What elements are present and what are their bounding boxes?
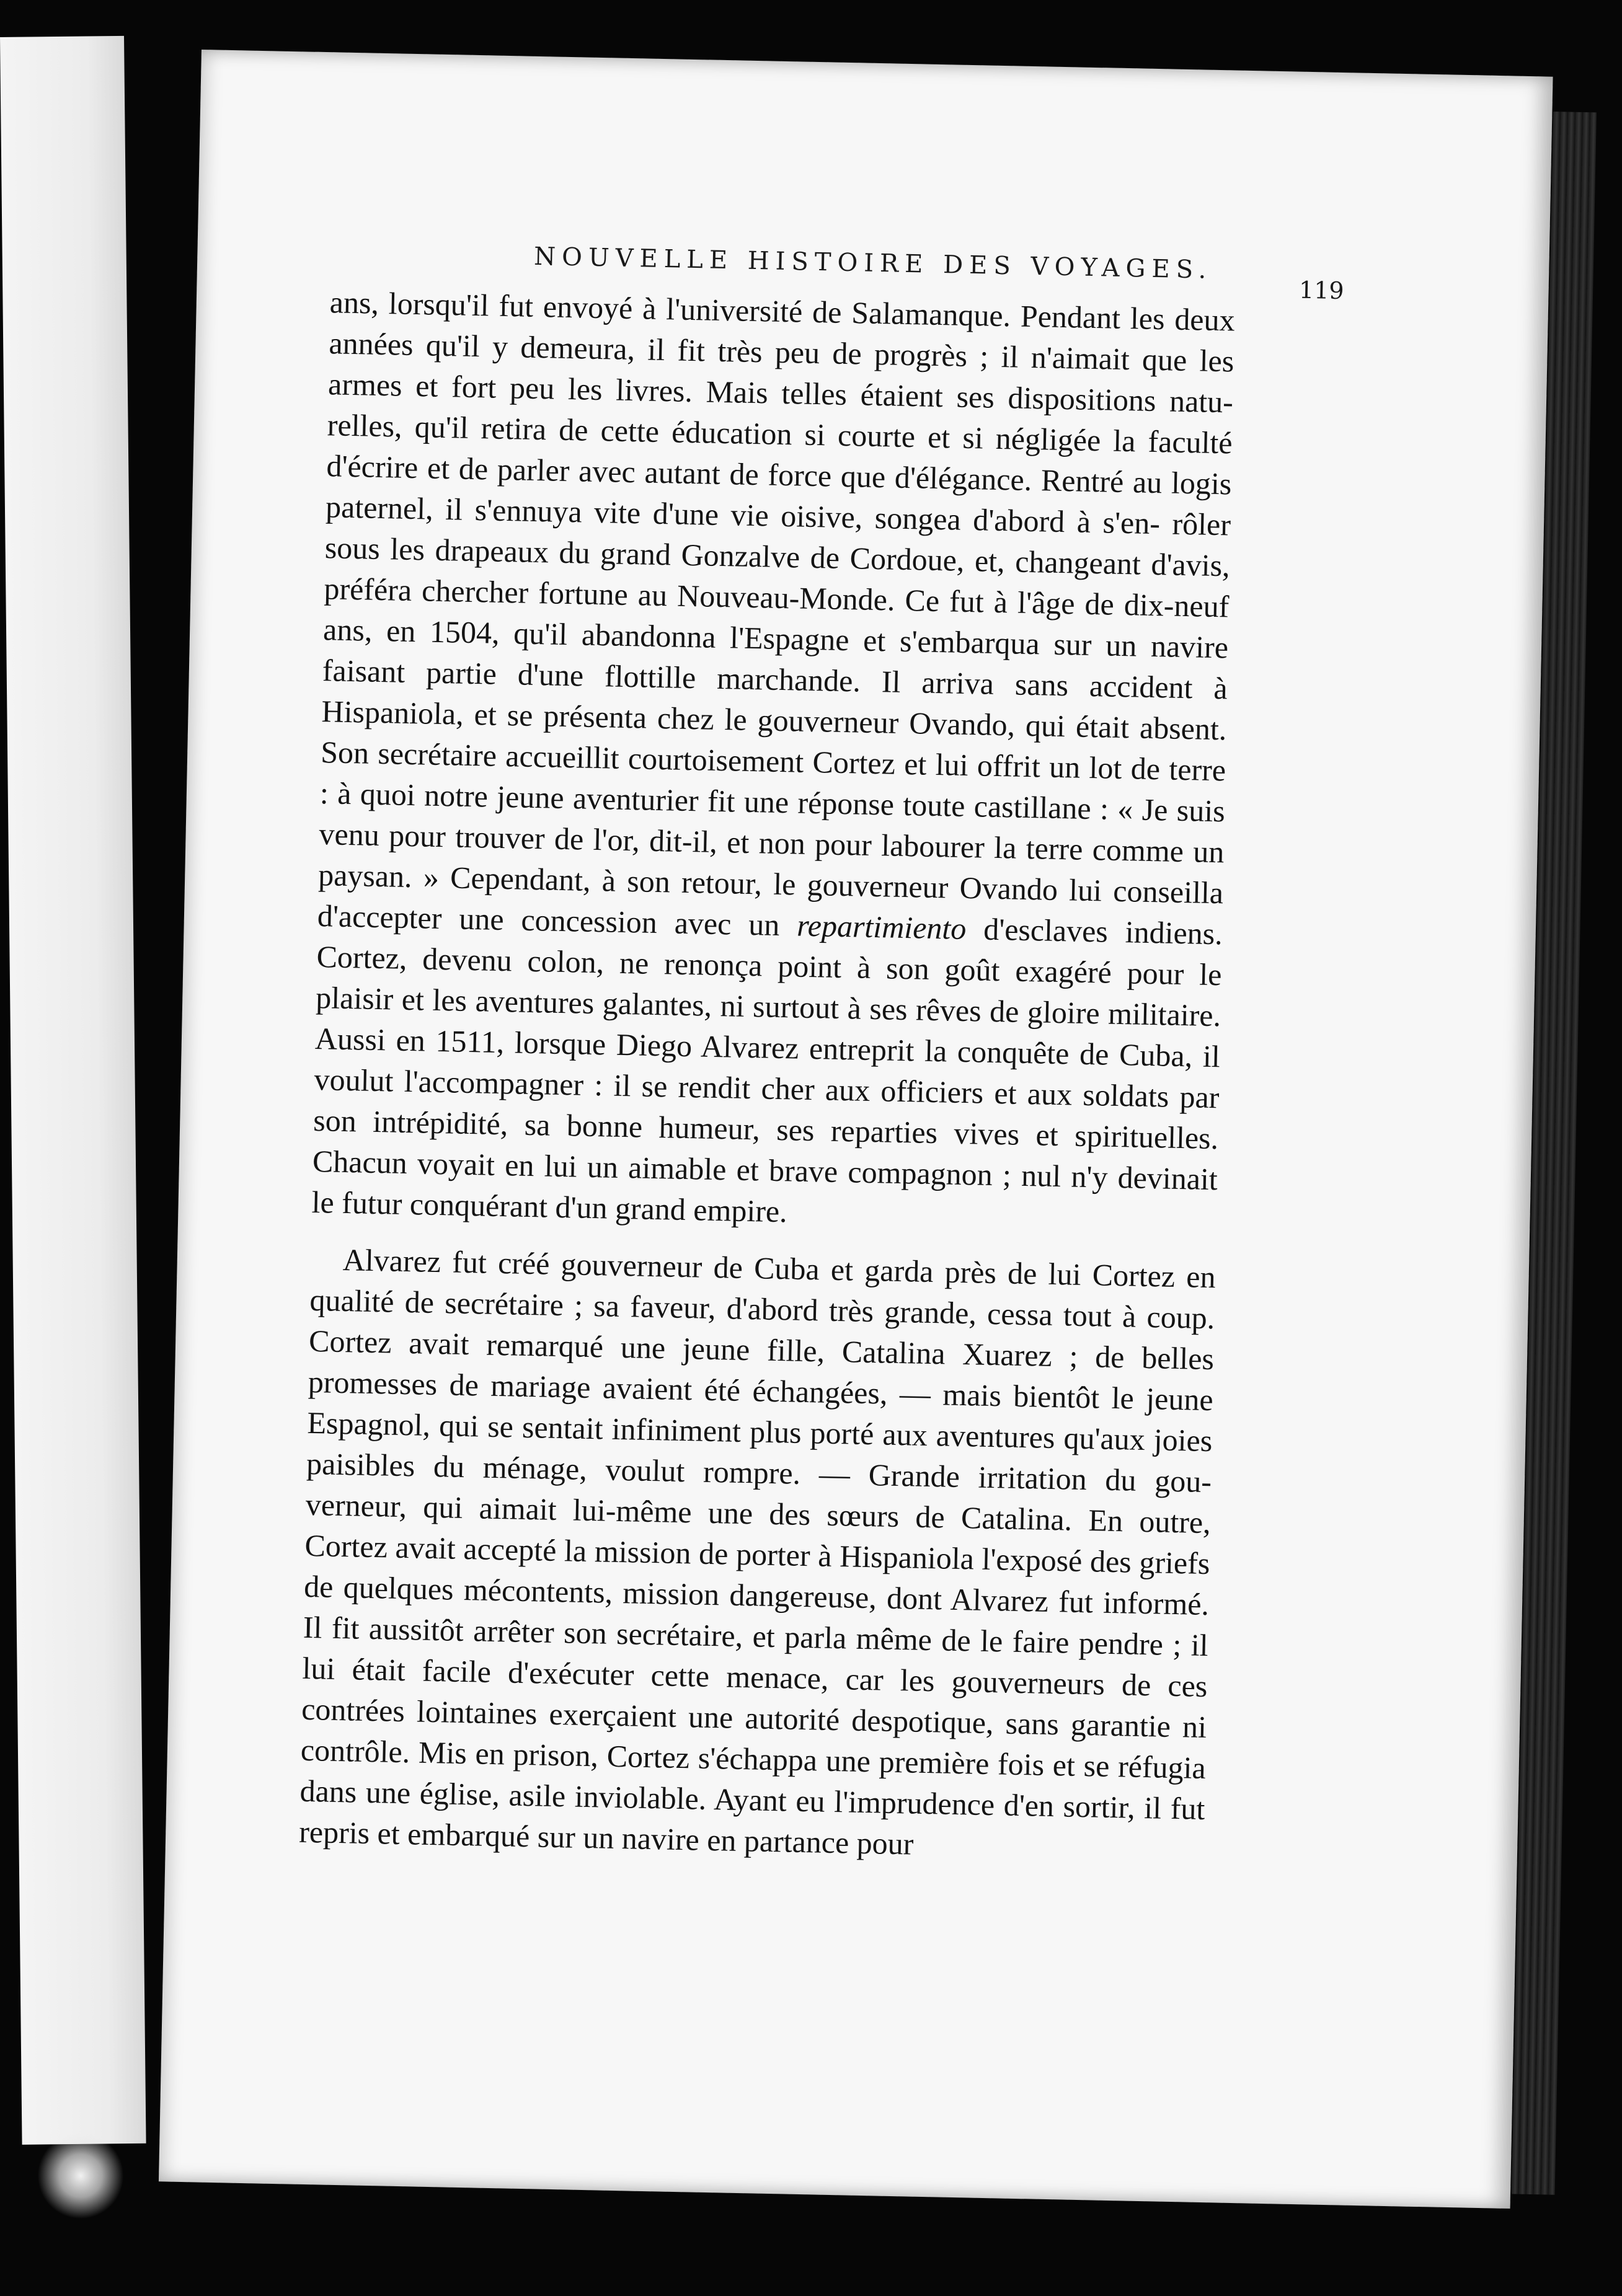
- text-line: Alvarez fut créé gouverneur de Cuba et garda près de lui Cortez: [342, 1242, 1176, 1294]
- text-line: rôler sous les drapeaux du grand Gonzalve de Cordoue, et, changeant: [324, 506, 1231, 581]
- body-text: [299, 281, 1236, 1870]
- page-number: 119: [1298, 276, 1345, 305]
- book-page: [159, 50, 1553, 2209]
- text-line: informé. Il fit aussitôt arrêter son secrétaire, et parla même de le faire: [303, 1584, 1210, 1660]
- text-line: terre comme un paysan. » Cependant, à son retour, le gouverneur: [317, 830, 1225, 905]
- text-line: reparties vives et spirituelles. Chacun voyait en lui un aimable et: [312, 1113, 1219, 1188]
- italic-term: repartimiento: [796, 907, 967, 947]
- text-line: d'avis, préféra chercher fortune au Nouveau-Monde. Ce fut à l'âge de: [324, 546, 1231, 622]
- text-line: Hispaniola, et se présenta chez le gouverneur Ovando, qui était absent.: [321, 694, 1227, 747]
- text-line: promesses de mariage avaient été échangées, — mais bientôt le jeune: [308, 1364, 1214, 1418]
- text-line: officiers et aux soldats par son intrépidité, sa bonne humeur, ses: [312, 1073, 1220, 1148]
- light-flare: [37, 2132, 124, 2219]
- text-line: coup. Cortez avait remarqué une jeune fille, Catalina Xuarez ; de belles: [308, 1299, 1215, 1377]
- text-line: de ces contrées lointaines exerçaient une autorité despotique, sans: [301, 1667, 1208, 1742]
- text-line: les armes et fort peu les livres. Mais telles étaient ses dispositions natu-: [327, 343, 1234, 420]
- text-line: conquête de Cuba, il voulut l'accompagner : il se rendit cher aux: [314, 1033, 1221, 1108]
- text-line: relles, qu'il retira de cette éducation si courte et si négligée la faculté: [327, 407, 1233, 461]
- text-line: joies paisibles du ménage, voulut rompre. — Grande irritation du gou-: [306, 1422, 1213, 1499]
- text-line: pendre ; il lui était facile d'exécuter cette menace, car les gouverneurs: [302, 1625, 1209, 1702]
- running-head: NOUVELLE HISTOIRE DES VOYAGES.: [533, 242, 1213, 285]
- text-line: Son secrétaire accueillit courtoisement Cortez et lui offrit un lot de: [320, 735, 1161, 787]
- text-line: griefs de quelques mécontents, mission dangereuse, dont Alvarez fut: [303, 1544, 1210, 1620]
- text-line: Ovando lui conseilla d'accepter une concession avec un: [317, 870, 1224, 942]
- text-line: Cortez avait accepté la mission de porter à Hispaniola l'exposé des: [304, 1527, 1132, 1579]
- text-line: « Je suis venu pour trouver de l'or, dit-il, et non pour labourer la: [319, 791, 1226, 865]
- text-line: dix-neuf ans, en 1504, qu'il abandonna l'Espagne et s'embarqua sur un: [322, 587, 1230, 663]
- text-line: et se réfugia dans une église, asile inviolable. Ayant eu l'imprudence: [299, 1747, 1207, 1822]
- paragraph-1: [311, 281, 1235, 1240]
- text-line: d'en sortir, il fut repris et embarqué sur un navire en partance pour: [298, 1787, 1205, 1861]
- text-line: brave compagnon ; nul n'y devinait le futur conquérant d'un grand: [311, 1152, 1218, 1227]
- text-line: en qualité de secrétaire ; sa faveur, d'abord très grande, cessa tout à: [309, 1259, 1216, 1334]
- text-line: empire.: [693, 1192, 788, 1229]
- text-line: terre : à quoi notre jeune aventurier fit une réponse toute castillane :: [319, 751, 1226, 826]
- text-line: deux années qu'il y demeura, il fit très peu de progrès ; il n'aimait que: [328, 301, 1236, 378]
- facing-page-edge: [0, 36, 146, 2145]
- text-line: d'écrire et de parler avec autant de force que d'élégance. Rentré au: [326, 448, 1163, 500]
- text-line: exagéré pour le plaisir et les aventures galantes, ni surtout à ses rêves: [315, 953, 1222, 1028]
- text-line: ans, lorsqu'il fut envoyé à l'université de Salamanque. Pendant les: [329, 285, 1166, 337]
- text-line: verneur, qui aimait lui-même une des sœurs de Catalina. En outre,: [305, 1486, 1212, 1540]
- text-line: Espagnol, qui se sentait infiniment plus porté aux aventures qu'aux: [307, 1405, 1146, 1457]
- text-line: d'esclaves indiens. Cortez, devenu colon, ne renonça point à son goût: [316, 911, 1223, 988]
- text-line: de gloire militaire. Aussi en 1511, lorsque Diego Alvarez entreprit la: [314, 993, 1221, 1069]
- paragraph-2: [299, 1239, 1216, 1870]
- text-line: garantie ni contrôle. Mis en prison, Cortez s'échappa une première fois: [300, 1707, 1207, 1782]
- text-line: logis paternel, il s'ennuya vite d'une vie oisive, songea d'abord à s'en-: [325, 465, 1232, 541]
- text-line: navire faisant partie d'une flottille marchande. Il arriva sans accident à: [322, 628, 1229, 706]
